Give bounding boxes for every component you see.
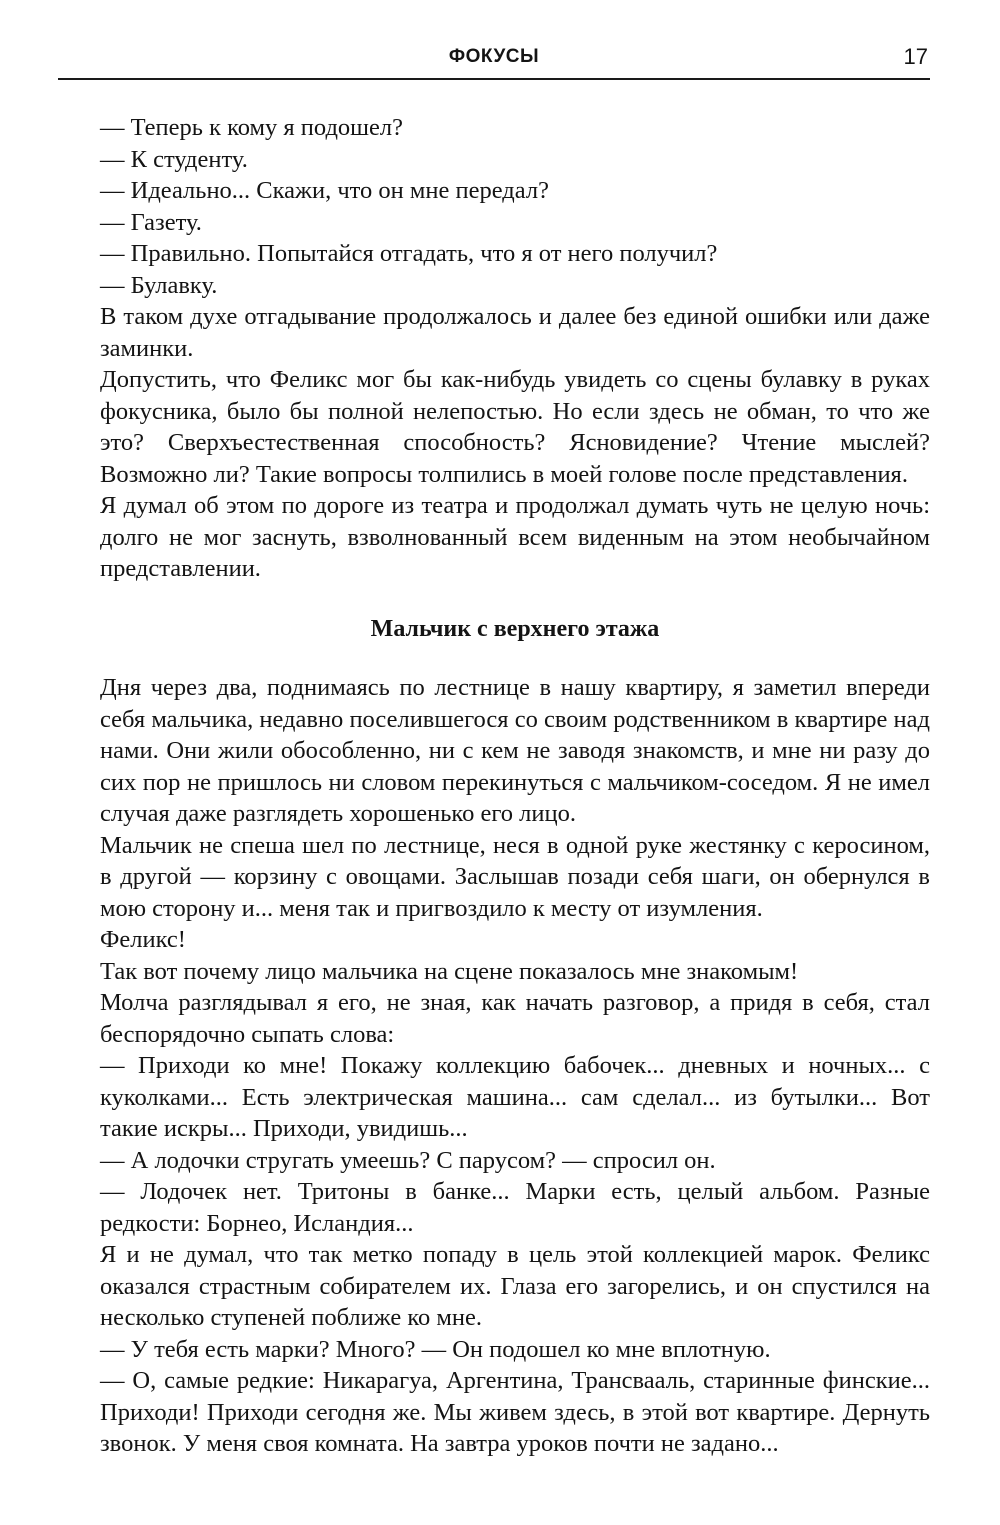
paragraph: Феликс! [100,926,186,953]
page-number: 17 [903,44,928,69]
paragraph: Так вот почему лицо мальчика на сцене показалось мне знакомым! [100,957,799,985]
paragraph: — Лодочек нет. Тритоны в банке... Марки есть, целый альбом. Разные редкости: Борнео, Исландия... [100,1178,930,1237]
paragraph: Допустить, что Феликс мог бы как-нибудь увидеть со сцены булавку в руках фокусника, было бы полной нелепостью. Но если здесь не обман, то что же это? Сверхъестественная способность? Ясновидение? Чтение мыслей? Возможно ли? Такие вопросы толпились в моей голове после представления. [100,366,930,488]
paragraph: Молча разглядывал я его, не зная, как начать разговор, а придя в себя, стал беспорядочно сыпать слова: [100,989,930,1048]
page-header [58,44,930,80]
paragraph: — У тебя есть марки? Много? — Он подошел ко мне вплотную. [100,1335,771,1363]
paragraph: Я думал об этом по дороге из театра и продолжал думать чуть не целую ночь: долго не мог заснуть, взволнованный всем виденным на этом необычайном представлении. [100,492,930,582]
paragraph: — А лодочки стругать умеешь? С парусом? — спросил он. [100,1146,716,1174]
section-title: Мальчик с верхнего этажа [370,616,660,642]
paragraph: Я и не думал, что так метко попаду в цель этой коллекцией марок. Феликс оказался страстным собирателем их. Глаза его загорелись, и он спустился на несколько ступеней поближе ко мне. [100,1241,930,1331]
paragraph: — Булавку. [100,271,218,299]
text-section-2 [100,672,930,1460]
running-title: ФОКУСЫ [448,46,540,67]
paragraph: В таком духе отгадывание продолжалось и далее без единой ошибки или даже заминки. [100,303,930,362]
paragraph: — Газету. [100,208,202,236]
paragraph: — О, самые редкие: Никарагуа, Аргентина, Трансвааль, старинные финские... Приходи! Приходи сегодня же. Мы живем здесь, в этой вот квартире. Дернуть звонок. У меня своя комната. На завтра уроков почти не задано... [100,1367,930,1457]
paragraph: Мальчик не спеша шел по лестнице, неся в одной руке жестянку с керосином, в другой — корзину с овощами. Заслышав позади себя шаги, он обернулся в мою сторону и... меня так и пригвоздило к месту от изумления. [100,831,930,922]
paragraph: — Идеально... Скажи, что он мне передал? [100,177,549,204]
paragraph: — К студенту. [100,145,248,173]
paragraph: — Теперь к кому я подошел? [100,114,404,141]
paragraph: — Приходи ко мне! Покажу коллекцию бабочек... дневных и ночных... с куколками... Есть электрическая машина... сам сделал... из бутылки... Вот такие искры... Приходи, увидишь... [100,1052,930,1142]
text-section-1 [100,112,930,585]
paragraph: — Правильно. Попытайся отгадать, что я от него получил? [100,240,718,267]
paragraph: Дня через два, поднимаясь по лестнице в нашу квартиру, я заметил впереди себя мальчика, недавно поселившегося со своим родственником в квартире над нами. Они жили обособленно, ни с кем не заводя знакомств, и мне ни разу до сих пор не пришлось ни словом перекинуться с мальчиком-соседом. Я не имел случая даже разглядеть хорошенько его лицо. [100,674,930,827]
